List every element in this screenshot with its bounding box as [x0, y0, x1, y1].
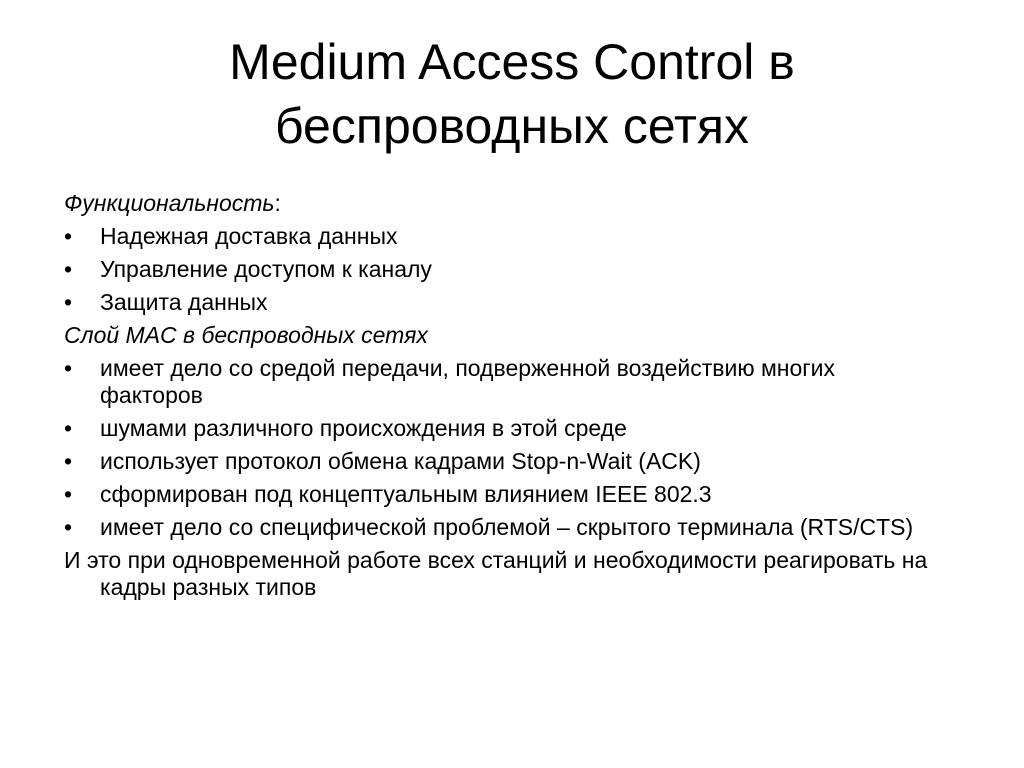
list-item-text: шумами различного происхождения в этой среде	[100, 415, 627, 441]
section-functionality-heading	[64, 190, 944, 217]
list-item-text: использует протокол обмена кадрами Stop-n-Wait (ACK)	[100, 448, 701, 474]
list-item-text: Защита данных	[100, 289, 268, 315]
list-item-text: Управление доступом к каналу	[100, 256, 432, 282]
bullet-marker: •	[64, 448, 73, 474]
list-item	[64, 289, 944, 316]
slide-title	[0, 30, 1024, 158]
bullet-marker: •	[64, 289, 73, 315]
slide-title-line-2: беспроводных сетях	[274, 98, 750, 154]
list-item	[64, 514, 944, 541]
list-item	[64, 415, 944, 442]
bullet-marker: •	[64, 256, 73, 282]
list-item	[64, 223, 944, 250]
bullet-marker: •	[64, 223, 73, 249]
list-item-text: имеет дело со средой передачи, подверженной воздействию многих факторов	[100, 355, 836, 408]
list-item-text: имеет дело со специфической проблемой – скрытого терминала (RTS/CTS)	[100, 514, 914, 540]
bullet-marker: •	[64, 355, 73, 381]
bullet-marker: •	[64, 415, 73, 441]
closing-paragraph: И это при одновременной работе всех станций и необходимости реагировать на кадры разных типов	[64, 547, 928, 600]
bullet-marker: •	[64, 514, 73, 540]
functionality-label: Функциональность	[64, 190, 275, 216]
list-item	[64, 448, 944, 475]
list-item	[64, 481, 944, 508]
slide-title-line-1: Medium Access Control в	[229, 34, 795, 90]
list-item	[64, 256, 944, 283]
list-item-text: Надежная доставка данных	[100, 223, 398, 249]
list-item-text: сформирован под концептуальным влиянием IEEE 802.3	[100, 481, 712, 507]
bullet-marker: •	[64, 481, 73, 507]
section-mac-heading: Слой MAC в беспроводных сетях	[64, 322, 428, 348]
list-item	[64, 355, 944, 409]
slide-body	[64, 190, 944, 607]
functionality-colon: :	[274, 190, 281, 216]
